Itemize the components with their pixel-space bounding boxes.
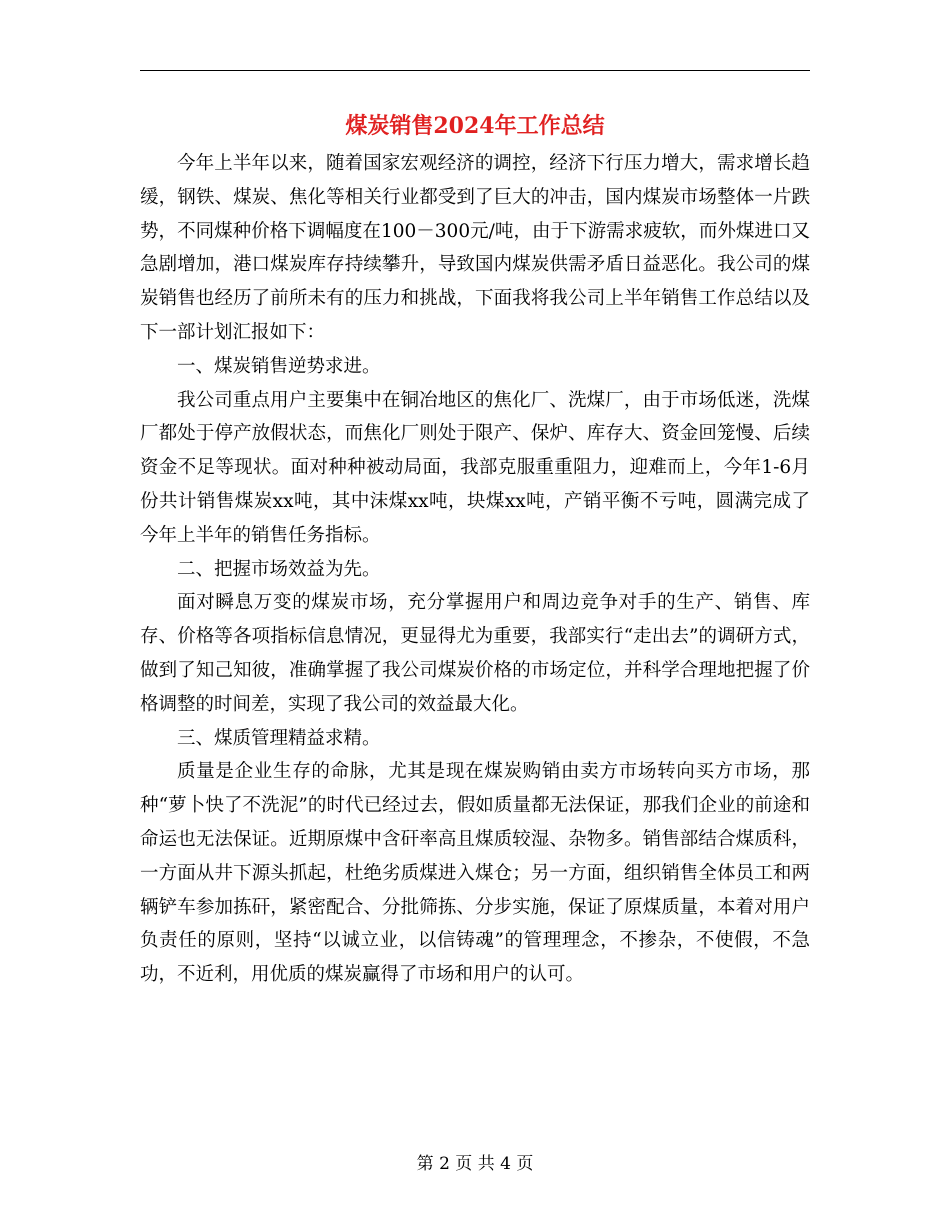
section-paragraph-3: 质量是企业生存的命脉，尤其是现在煤炭购销由卖方市场转向买方市场，那种“萝卜快了不洗泥”的时代已经过去，假如质量都无法保证，那我们企业的前途和命运也无法保证。近期原煤中含矸率高且煤质较湿、杂物多。销售部结合煤质科，一方面从井下源头抓起，杜绝劣质煤进入煤仓；另一方面，组织销售全体员工和两辆铲车参加拣矸，紧密配合、分批筛拣、分步实施，保证了原煤质量，本着对用户负责任的原则，坚持“以诚立业，以信铸魂”的管理理念，不掺杂，不使假，不急功，不近利，用优质的煤炭赢得了市场和用户的认可。 (140, 761, 810, 986)
section-heading-1: 一、煤炭销售逆势求进。 (177, 355, 381, 377)
section-paragraph-1: 我公司重点用户主要集中在铜冶地区的焦化厂、洗煤厂，由于市场低迷，洗煤厂都处于停产放假状态，而焦化厂则处于限产、保炉、库存大、资金回笼慢、后续资金不足等现状。面对种种被动局面，我部克服重重阻力，迎难而上，今年1-6月份共计销售煤炭xx吨，其中沫煤xx吨，块煤xx吨，产销平衡不亏吨，圆满完成了今年上半年的销售任务指标。 (140, 389, 810, 546)
header-rule (140, 70, 810, 71)
section-heading-3: 三、煤质管理精益求精。 (177, 727, 381, 749)
document-title: 煤炭销售2024年工作总结 (345, 113, 605, 139)
section-paragraph-2: 面对瞬息万变的煤炭市场，充分掌握用户和周边竞争对手的生产、销售、库存、价格等各项指标信息情况，更显得尤为重要，我部实行“走出去”的调研方式，做到了知己知彼，准确掌握了我公司煤炭价格的市场定位，并科学合理地把握了价格调整的时间差，实现了我公司的效益最大化。 (140, 592, 810, 715)
document-body (140, 147, 810, 992)
section-heading-2: 二、把握市场效益为先。 (177, 558, 381, 580)
page-number-footer: 第 2 页 共 4 页 (416, 1154, 534, 1174)
intro-paragraph: 今年上半年以来，随着国家宏观经济的调控，经济下行压力增大，需求增长趋缓，钢铁、煤炭、焦化等相关行业都受到了巨大的冲击，国内煤炭市场整体一片跌势，不同煤种价格下调幅度在100－300元/吨，由于下游需求疲软，而外煤进口又急剧增加，港口煤炭库存持续攀升，导致国内煤炭供需矛盾日益恶化。我公司的煤炭销售也经历了前所未有的压力和挑战，下面我将我公司上半年销售工作总结以及下一部计划汇报如下： (140, 153, 810, 343)
